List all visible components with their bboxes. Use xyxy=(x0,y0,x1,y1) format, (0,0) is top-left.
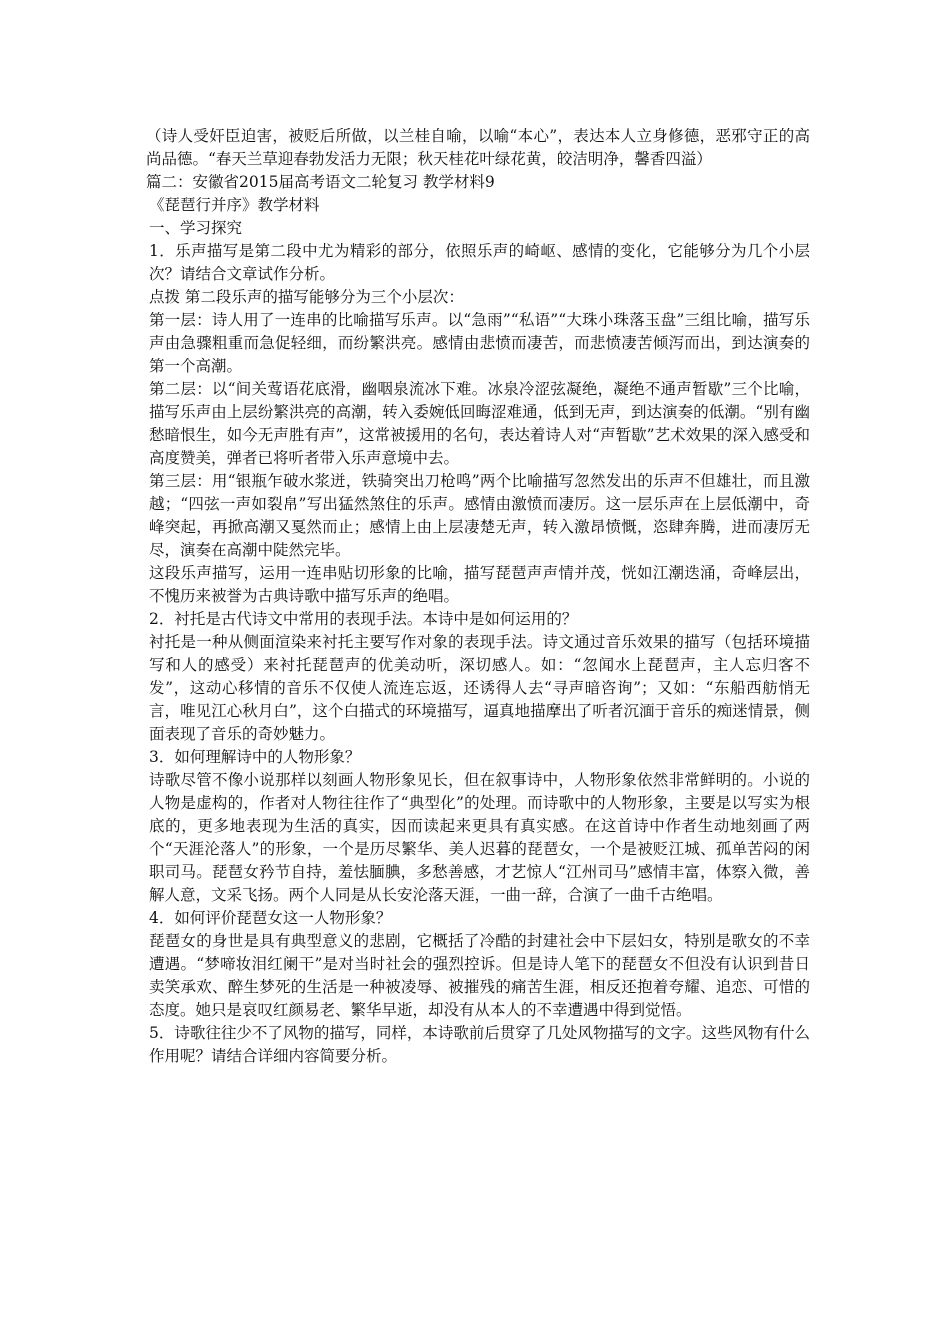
question-3: 3．如何理解诗中的人物形象？ xyxy=(149,748,361,766)
paragraph-article-title: 篇二：安徽省2015届高考语文二轮复习 教学材料9 xyxy=(146,173,495,191)
layer-2-paragraph: 第二层：以“间关莺语花底滑，幽咽泉流冰下难。冰泉冷涩弦凝绝，凝绝不通声暂歇”三个比喻，描写乐声由上层纷繁洪亮的高潮，转入委婉低回晦涩难通，低到无声，到达演奏的低潮。“别有幽愁暗恨生，如今无声胜有声”，这常被援用的名句，表达着诗人对“声暂歇”艺术效果的深入感受和高度赞美，弹者已将听者带入乐声意境中去。 xyxy=(149,380,810,467)
layer-3-paragraph: 第三层：用“银瓶乍破水浆迸，铁骑突出刀枪鸣”两个比喻描写忽然发出的乐声不但雄壮，而且激越；“四弦一声如裂帛”写出猛然煞住的乐声。感情由激愤而凄厉。这一层乐声在上层低潮中，奇峰突起，再掀高潮又戛然而止；感情上由上层凄楚无声，转入激昂愤慨，恣肆奔腾，进而凄厉无尽，演奏在高潮中陡然完毕。 xyxy=(149,472,810,559)
section-heading: 一、学习探究 xyxy=(149,219,243,237)
layer-1-paragraph: 第一层：诗人用了一连串的比喻描写乐声。以“急雨”“私语”“大珠小珠落玉盘”三组比喻，描写乐声由急骤粗重而急促轻细，而纷繁洪亮。感情由悲愤而凄苦，而悲愤凄苦倾泻而出，到达演奏的第一个高潮。 xyxy=(149,311,810,375)
question-2: 2．衬托是古代诗文中常用的表现手法。本诗中是如何运用的？ xyxy=(149,610,578,628)
hint-paragraph: 点拨 第二段乐声的描写能够分为三个小层次： xyxy=(149,288,464,306)
question-5: 5．诗歌往往少不了风物的描写，同样，本诗歌前后贯穿了几处风物描写的文字。这些风物有什么作用呢？请结合详细内容简要分析。 xyxy=(149,1024,810,1065)
paragraph-intro-annotation: （诗人受奸臣迫害，被贬后所做，以兰桂自喻，以喻“本心”，表达本人立身修德，恶邪守正的高尚品德。“春天兰草迎春勃发活力无限；秋天桂花叶绿花黄，皎洁明净，馨香四溢） xyxy=(146,127,810,168)
answer-3: 诗歌尽管不像小说那样以刻画人物形象见长，但在叙事诗中，人物形象依然非常鲜明的。小说的人物是虚构的，作者对人物往往作了“典型化”的处理。而诗歌中的人物形象，主要是以写实为根底的，更多地表现为生活的真实，因而读起来更具有真实感。在这首诗中作者生动地刻画了两个“天涯沦落人”的形象，一个是历尽繁华、美人迟暮的琵琶女，一个是被贬江城、孤单苦闷的闲职司马。琵琶女矜节自持，羞怯腼腆，多愁善感，才艺惊人“江州司马”感情丰富，体察入微，善解人意，文采飞扬。两个人同是从长安沦落天涯，一曲一辞，合演了一曲千古绝唱。 xyxy=(149,771,810,904)
question-4: 4．如何评价琵琶女这一人物形象？ xyxy=(149,909,392,927)
summary-paragraph: 这段乐声描写，运用一连串贴切形象的比喻，描写琵琶声声情并茂，恍如江潮迭涌，奇峰层出，不愧历来被誉为古典诗歌中描写乐声的绝唱。 xyxy=(149,564,810,605)
document-page xyxy=(146,125,810,1068)
answer-4: 琵琶女的身世是具有典型意义的悲剧，它概括了冷酷的封建社会中下层妇女，特别是歌女的不幸遭遇。“梦啼妆泪红阑干”是对当时社会的强烈控诉。但是诗人笔下的琵琶女不但没有认识到昔日卖笑承欢、醉生梦死的生活是一种被凌辱、被摧残的痛苦生涯，相反还抱着夸耀、追恋、可惜的态度。她只是哀叹红颜易老、繁华早逝，却没有从本人的不幸遭遇中得到觉悟。 xyxy=(149,932,810,1019)
question-1: 1．乐声描写是第二段中尤为精彩的部分，依照乐声的崎岖、感情的变化，它能够分为几个小层次？请结合文章试作分析。 xyxy=(149,242,810,283)
paragraph-material-title: 《琵琶行并序》教学材料 xyxy=(149,196,320,214)
answer-2: 衬托是一种从侧面渲染来衬托主要写作对象的表现手法。诗文通过音乐效果的描写（包括环境描写和人的感受）来衬托琵琶声的优美动听，深切感人。如：“忽闻水上琵琶声，主人忘归客不发”，这动心移情的音乐不仅使人流连忘返，还诱得人去“寻声暗咨询”；又如：“东船西舫悄无言，唯见江心秋月白”，这个白描式的环境描写，逼真地描摩出了听者沉湎于音乐的痴迷情景，侧面表现了音乐的奇妙魅力。 xyxy=(149,633,810,743)
